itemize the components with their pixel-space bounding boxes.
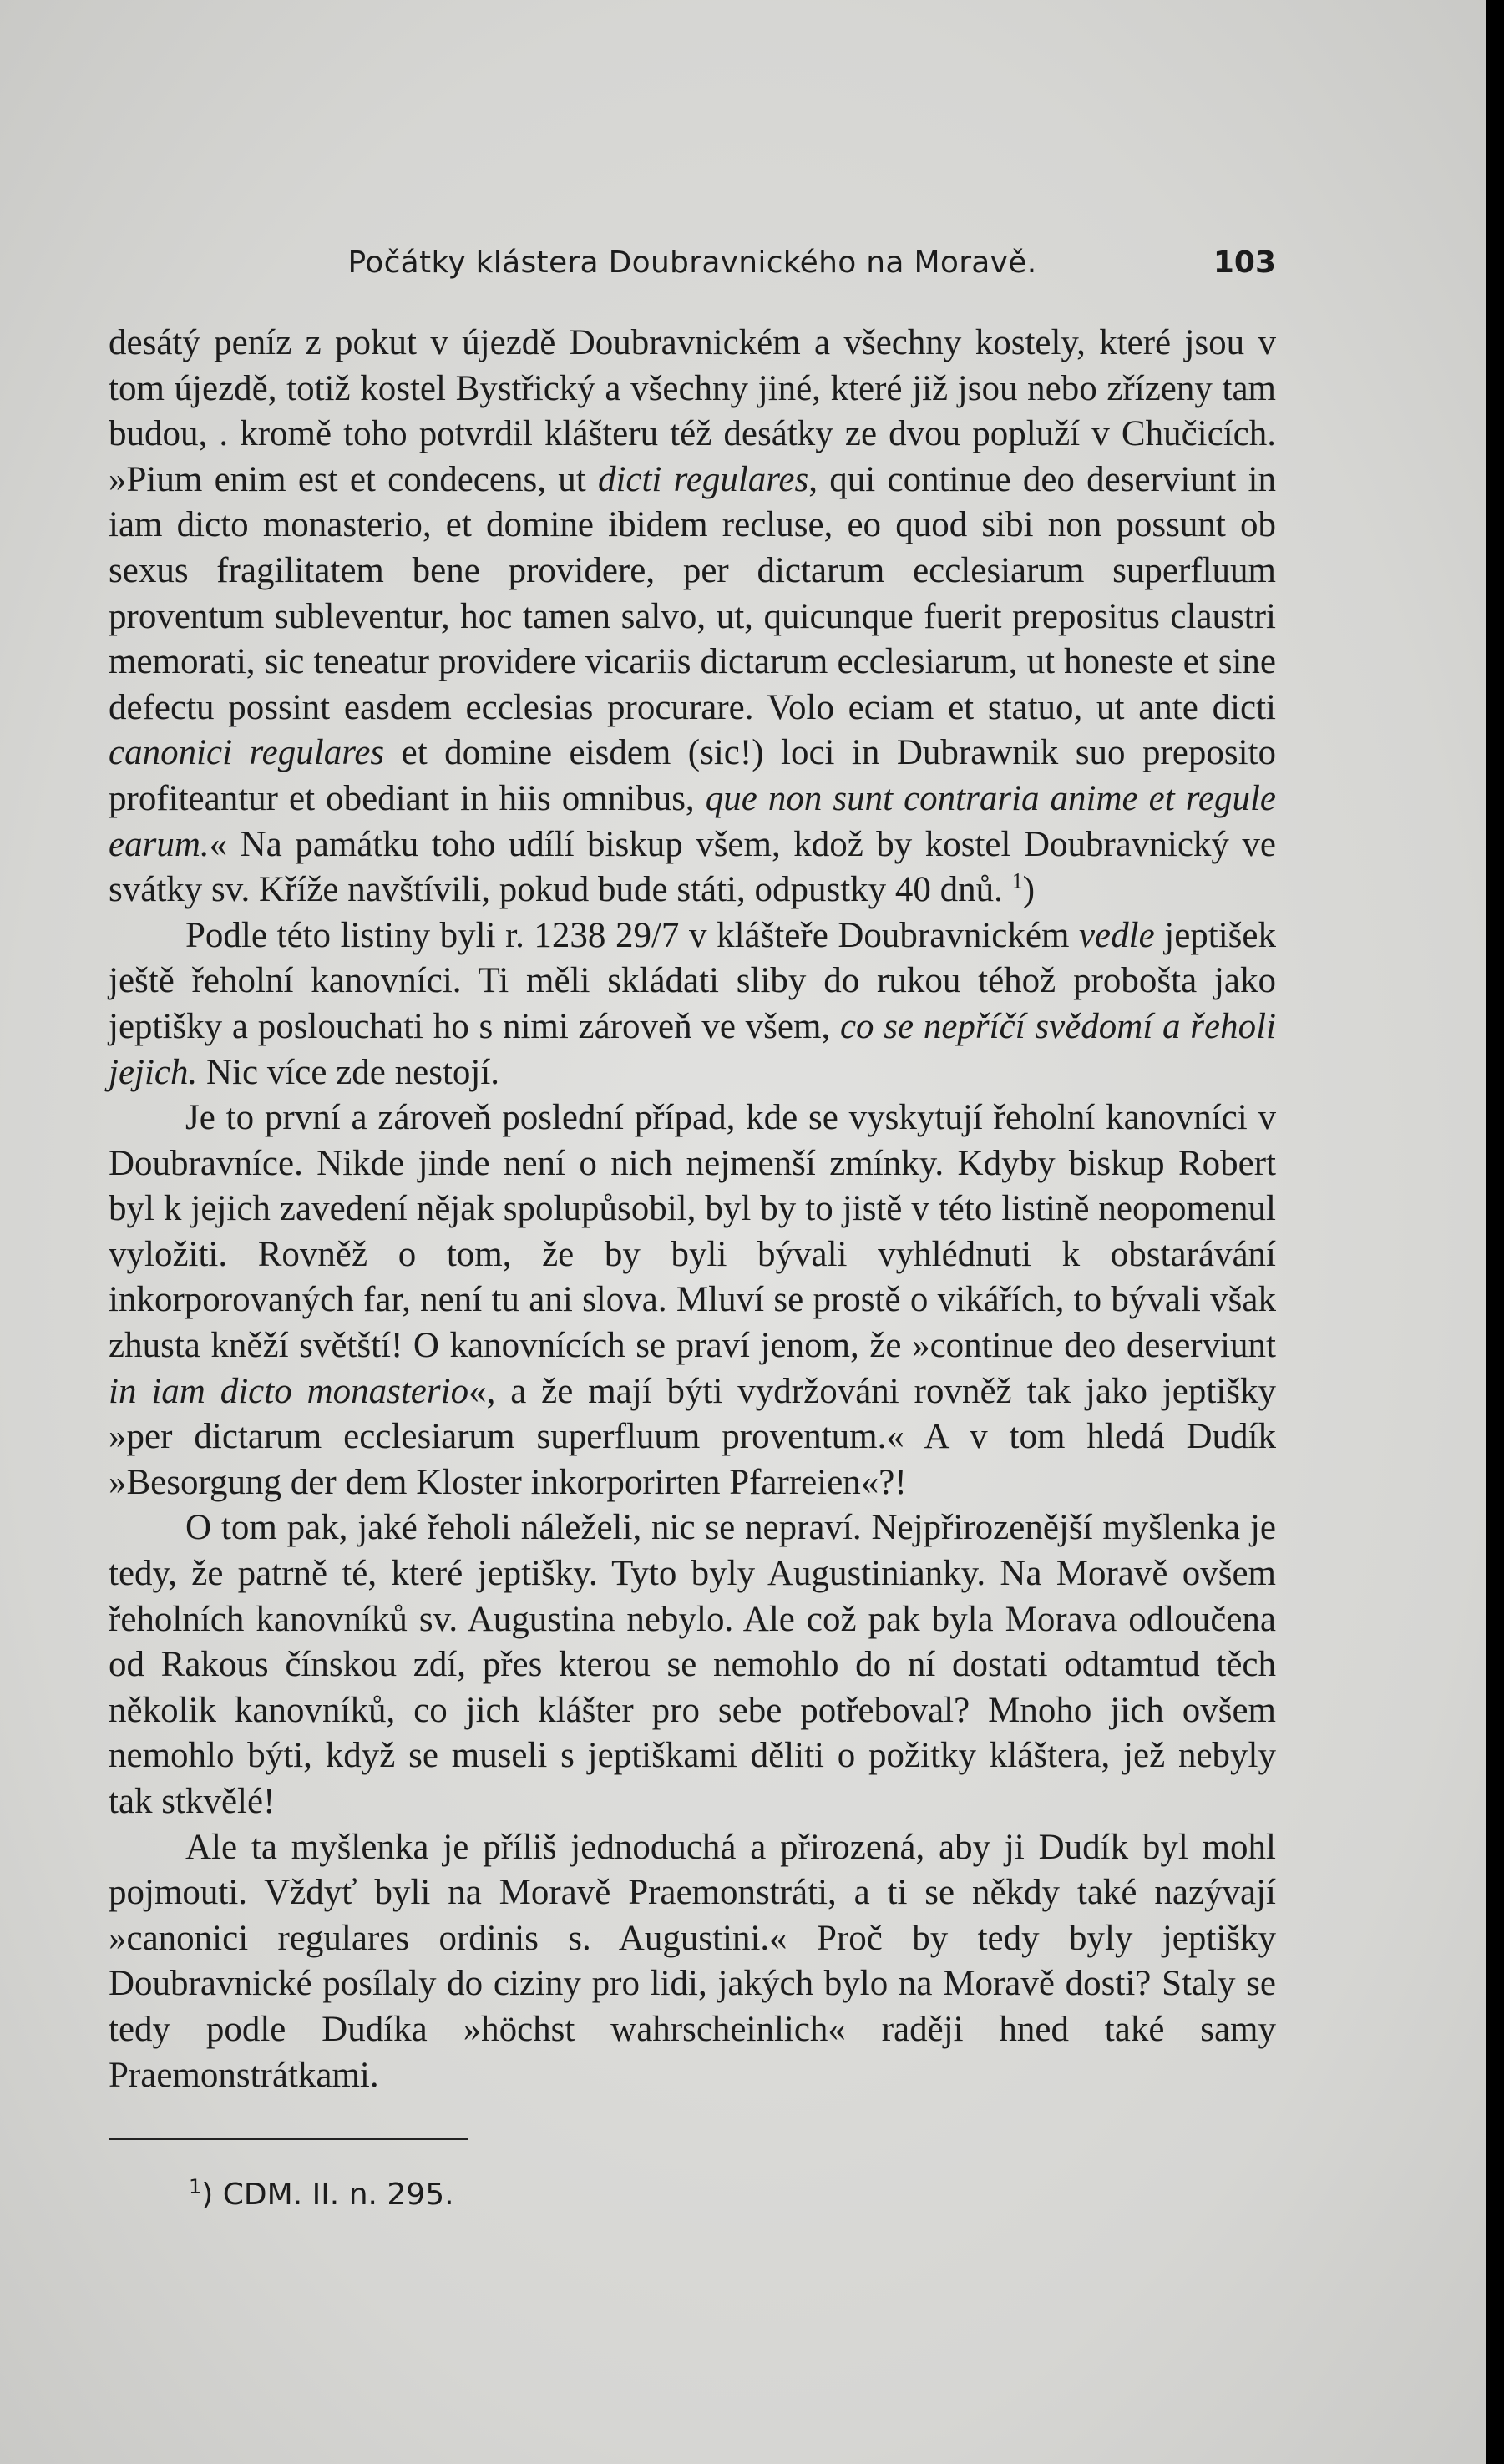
body-text [109,321,1276,2098]
footnote-mark: 1 [189,2175,202,2199]
text-run: «, a že mají býti vydržováni rovněž tak jako jeptišky »per dictarum ecclesiarum superfluum proventum.« A v tom hledá Dudík »Besorgung der dem Kloster inkorporirten Pfarreien«?! [109,1371,1276,1502]
paragraph-1 [109,321,1276,913]
paragraph-2 [109,913,1276,1095]
text-run: desátý peníz z pokut v újezdě Doubravnickém a všechny kostely, které jsou v tom újezdě, totiž kostel Bystřický a všechny jiné, které již jsou nebo zřízeny tam budou, . kromě toho potvrdil klášteru též desátky ze dvou popluží v Chučicích. »Pium enim est et condecens, ut [109,323,1276,499]
text-run: Nic více zde nestojí. [197,1052,500,1092]
text-run: Ale ta myšlenka je příliš jednoduchá a přirozená, aby ji Dudík byl mohl pojmouti. Vždyť byli na Moravě Praemonstráti, a ti se někdy také nazývají »canonici regulares ordinis s. Augustini.« Proč by tedy byly jeptišky Doubravnické posílaly do ciziny pro lidi, jakých bylo na Moravě dosti? Staly se tedy podle Dudíka »höchst wahrscheinlich« raději hned také samy Praemonstrátkami. [109,1827,1276,2095]
footnote [109,2177,1276,2214]
italic-run: que non sunt contraria anime et regule earum. [109,778,1276,864]
italic-run: canonici regulares [109,733,385,773]
text-run: jeptišek ještě řeholní kanovníci. Ti měli skládati sliby do rukou téhož probošta jako jeptišky a poslouchati ho s nimi zároveň ve všem, [109,915,1276,1046]
text-block [109,234,1276,2214]
text-run: O tom pak, jaké řeholi náleželi, nic se nepraví. Nejpřirozenější myšlenka je tedy, že patrně té, které jeptišky. Tyto byly Augustinianky. Na Moravě ovšem řeholních kanovníků sv. Augustina nebylo. Ale což pak byla Morava odloučena od Rakous čínskou zdí, přes kterou se nemohlo do ní dostati odtamtud těch několik kanovníků, co jich klášter pro sebe potřeboval? Mnoho jich ovšem nemohlo býti, když se museli s jeptiškami děliti o požitky kláštera, jež nebyly tak stkvělé! [109,1508,1276,1821]
text-run: Podle této listiny byli r. 1238 29/7 v klášteře Doubravnickém [185,915,1079,955]
footnote-separator [109,2138,468,2140]
italic-run: vedle [1078,915,1155,955]
text-run: , qui continue deo deserviunt in iam dicto monasterio, et domine ibidem recluse, eo quod sibi non possunt ob sexus fragilitatem bene providere, per dictarum ecclesiarum superfluum proventum subleventur, hoc tamen salvo, ut, quicunque fuerit prepositus claustri memorati, sic teneatur providere vicariis dictarum ecclesiarum, ut honeste et sine defectu possint easdem ecclesias procurare. Volo eciam et statuo, ut ante dicti [109,459,1276,727]
italic-run: dicti regulares [597,459,809,499]
footnote-text: ) CDM. II. n. 295. [201,2178,454,2213]
italic-run: co se nepříčí svědomí a řeholi jejich. [109,1006,1276,1092]
text-run: ) [1022,870,1036,910]
running-title: Počátky klástera Doubravnického na Moravě. [347,245,1037,280]
paragraph-3 [109,1095,1276,1505]
text-run: Je to první a zároveň poslední případ, kde se vyskytují řeholní kanovníci v Doubravníce. Nikde jinde není o nich nejmenší zmínky. Kdyby biskup Robert byl k jejich zavedení nějak spolupůsobil, byl by to jistě v této listině neopomenul vyložiti. Rovněž o tom, že by byli bývali vyhlédnuti k obstarávání inkorporovaných far, není tu ani slova. Mluví se prostě o vikářích, to bývali však zhusta kněží světští! O kanovnících se praví jenom, že »continue deo deserviunt [109,1098,1276,1366]
paragraph-5 [109,1825,1276,2099]
text-run: et domine eisdem (sic!) loci in Dubrawnik suo preposito profiteantur et obediant in hiis omnibus, [109,733,1276,818]
scan-edge [1486,0,1495,2464]
italic-run: in iam dicto monasterio [109,1371,469,1411]
footnote-reference: 1 [1011,868,1023,893]
running-head [109,234,1276,301]
text-run: « Na památku toho udílí biskup všem, kdož by kostel Doubravnický ve svátky sv. Kříže navštívili, pokud bude státi, odpustky 40 dnů. [109,824,1276,910]
paragraph-4 [109,1505,1276,1824]
page-number: 103 [1213,245,1276,280]
